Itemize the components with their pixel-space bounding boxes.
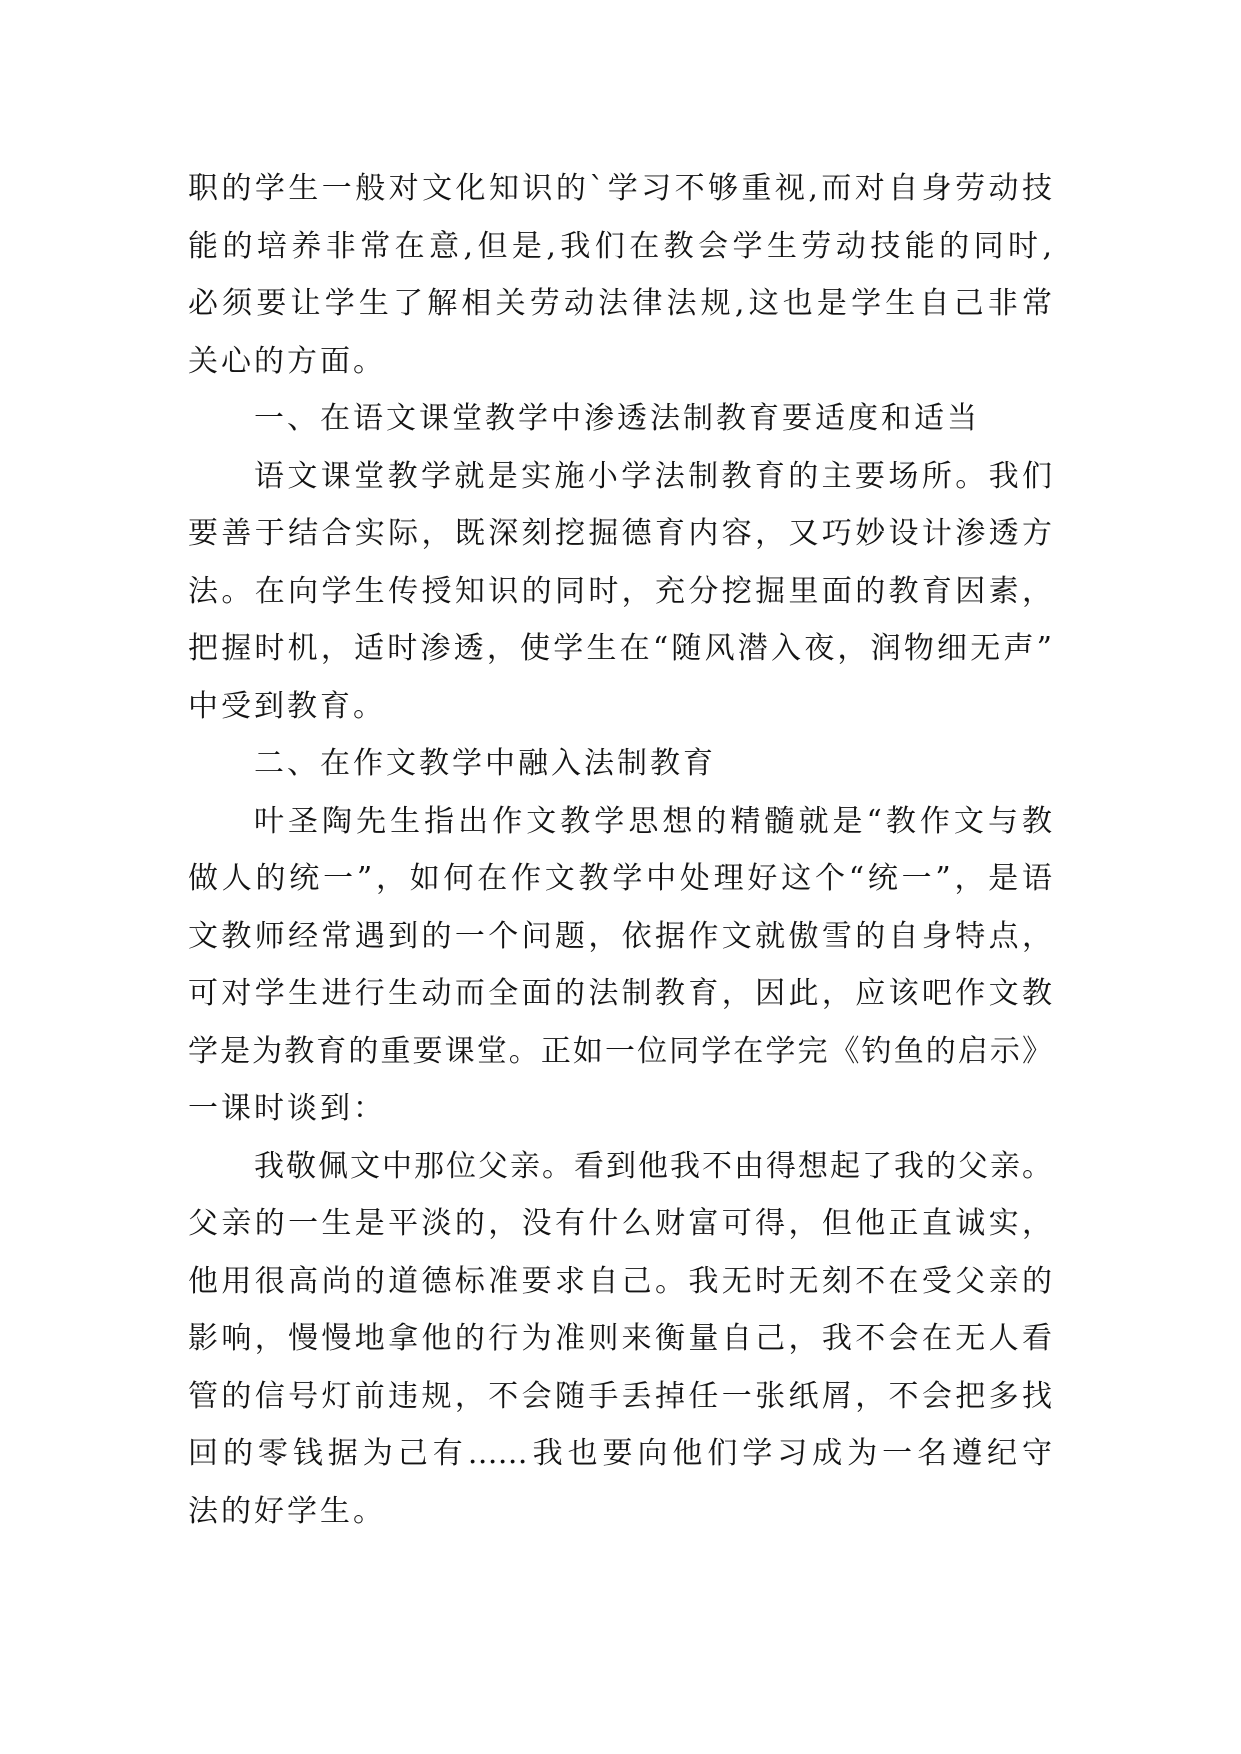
text-line: 影响，慢慢地拿他的行为准则来衡量自己，我不会在无人看: [188, 1321, 1052, 1356]
text-line: 一课时谈到：: [188, 1091, 386, 1126]
text-line: 中受到教育。: [188, 688, 386, 724]
text-line: 父亲的一生是平淡的，没有什么财富可得，但他正直诚实，: [188, 1206, 1052, 1241]
text-line: 把握时机，适时渗透，使学生在“随风潜入夜，润物细无声”: [188, 631, 1052, 666]
text-line: 关心的方面。: [188, 343, 386, 379]
text-line: 能的培养非常在意,但是,我们在教会学生劳动技能的同时,: [188, 228, 1052, 264]
text-line: 管的信号灯前违规，不会随手丢掉任一张纸屑，不会把多找: [188, 1378, 1052, 1414]
text-line: 可对学生进行生动而全面的法制教育，因此，应该吧作文教: [188, 976, 1052, 1011]
text-line: 法的好学生。: [188, 1493, 386, 1529]
text-line: 我敬佩文中那位父亲。看到他我不由得想起了我的父亲。: [254, 1148, 1052, 1184]
text-line: 必须要让学生了解相关劳动法律法规,这也是学生自己非常: [188, 286, 1052, 321]
intro-paragraph: [188, 160, 1052, 390]
text-line: 叶圣陶先生指出作文教学思想的精髓就是“教作文与教: [254, 803, 1052, 839]
text-line: 文教师经常遇到的一个问题，依据作文就傲雪的自身特点，: [188, 918, 1052, 954]
text-line: 职的学生一般对文化知识的`学习不够重视,而对自身劳动技: [188, 171, 1052, 206]
text-line: 回的零钱据为己有……我也要向他们学习成为一名遵纪守: [188, 1436, 1052, 1471]
paragraph: [188, 793, 1052, 1138]
text-line: 语文课堂教学就是实施小学法制教育的主要场所。我们: [254, 458, 1052, 494]
quoted-paragraph: [188, 1138, 1052, 1541]
text-line: 他用很高尚的道德标准要求自己。我无时无刻不在受父亲的: [188, 1263, 1052, 1299]
section-heading: 二、在作文教学中融入法制教育: [254, 746, 716, 781]
text-line: 要善于结合实际，既深刻挖掘德育内容，又巧妙设计渗透方: [188, 516, 1052, 551]
text-line: 学是为教育的重要课堂。正如一位同学在学完《钓鱼的启示》: [188, 1033, 1052, 1069]
text-line: 法。在向学生传授知识的同时，充分挖掘里面的教育因素，: [188, 573, 1052, 609]
paragraph: [188, 448, 1052, 736]
text-line: 做人的统一”，如何在作文教学中处理好这个“统一”，是语: [188, 861, 1052, 896]
section-heading: 一、在语文课堂教学中渗透法制教育要适度和适当: [254, 401, 980, 436]
document-body: [188, 160, 1052, 1540]
